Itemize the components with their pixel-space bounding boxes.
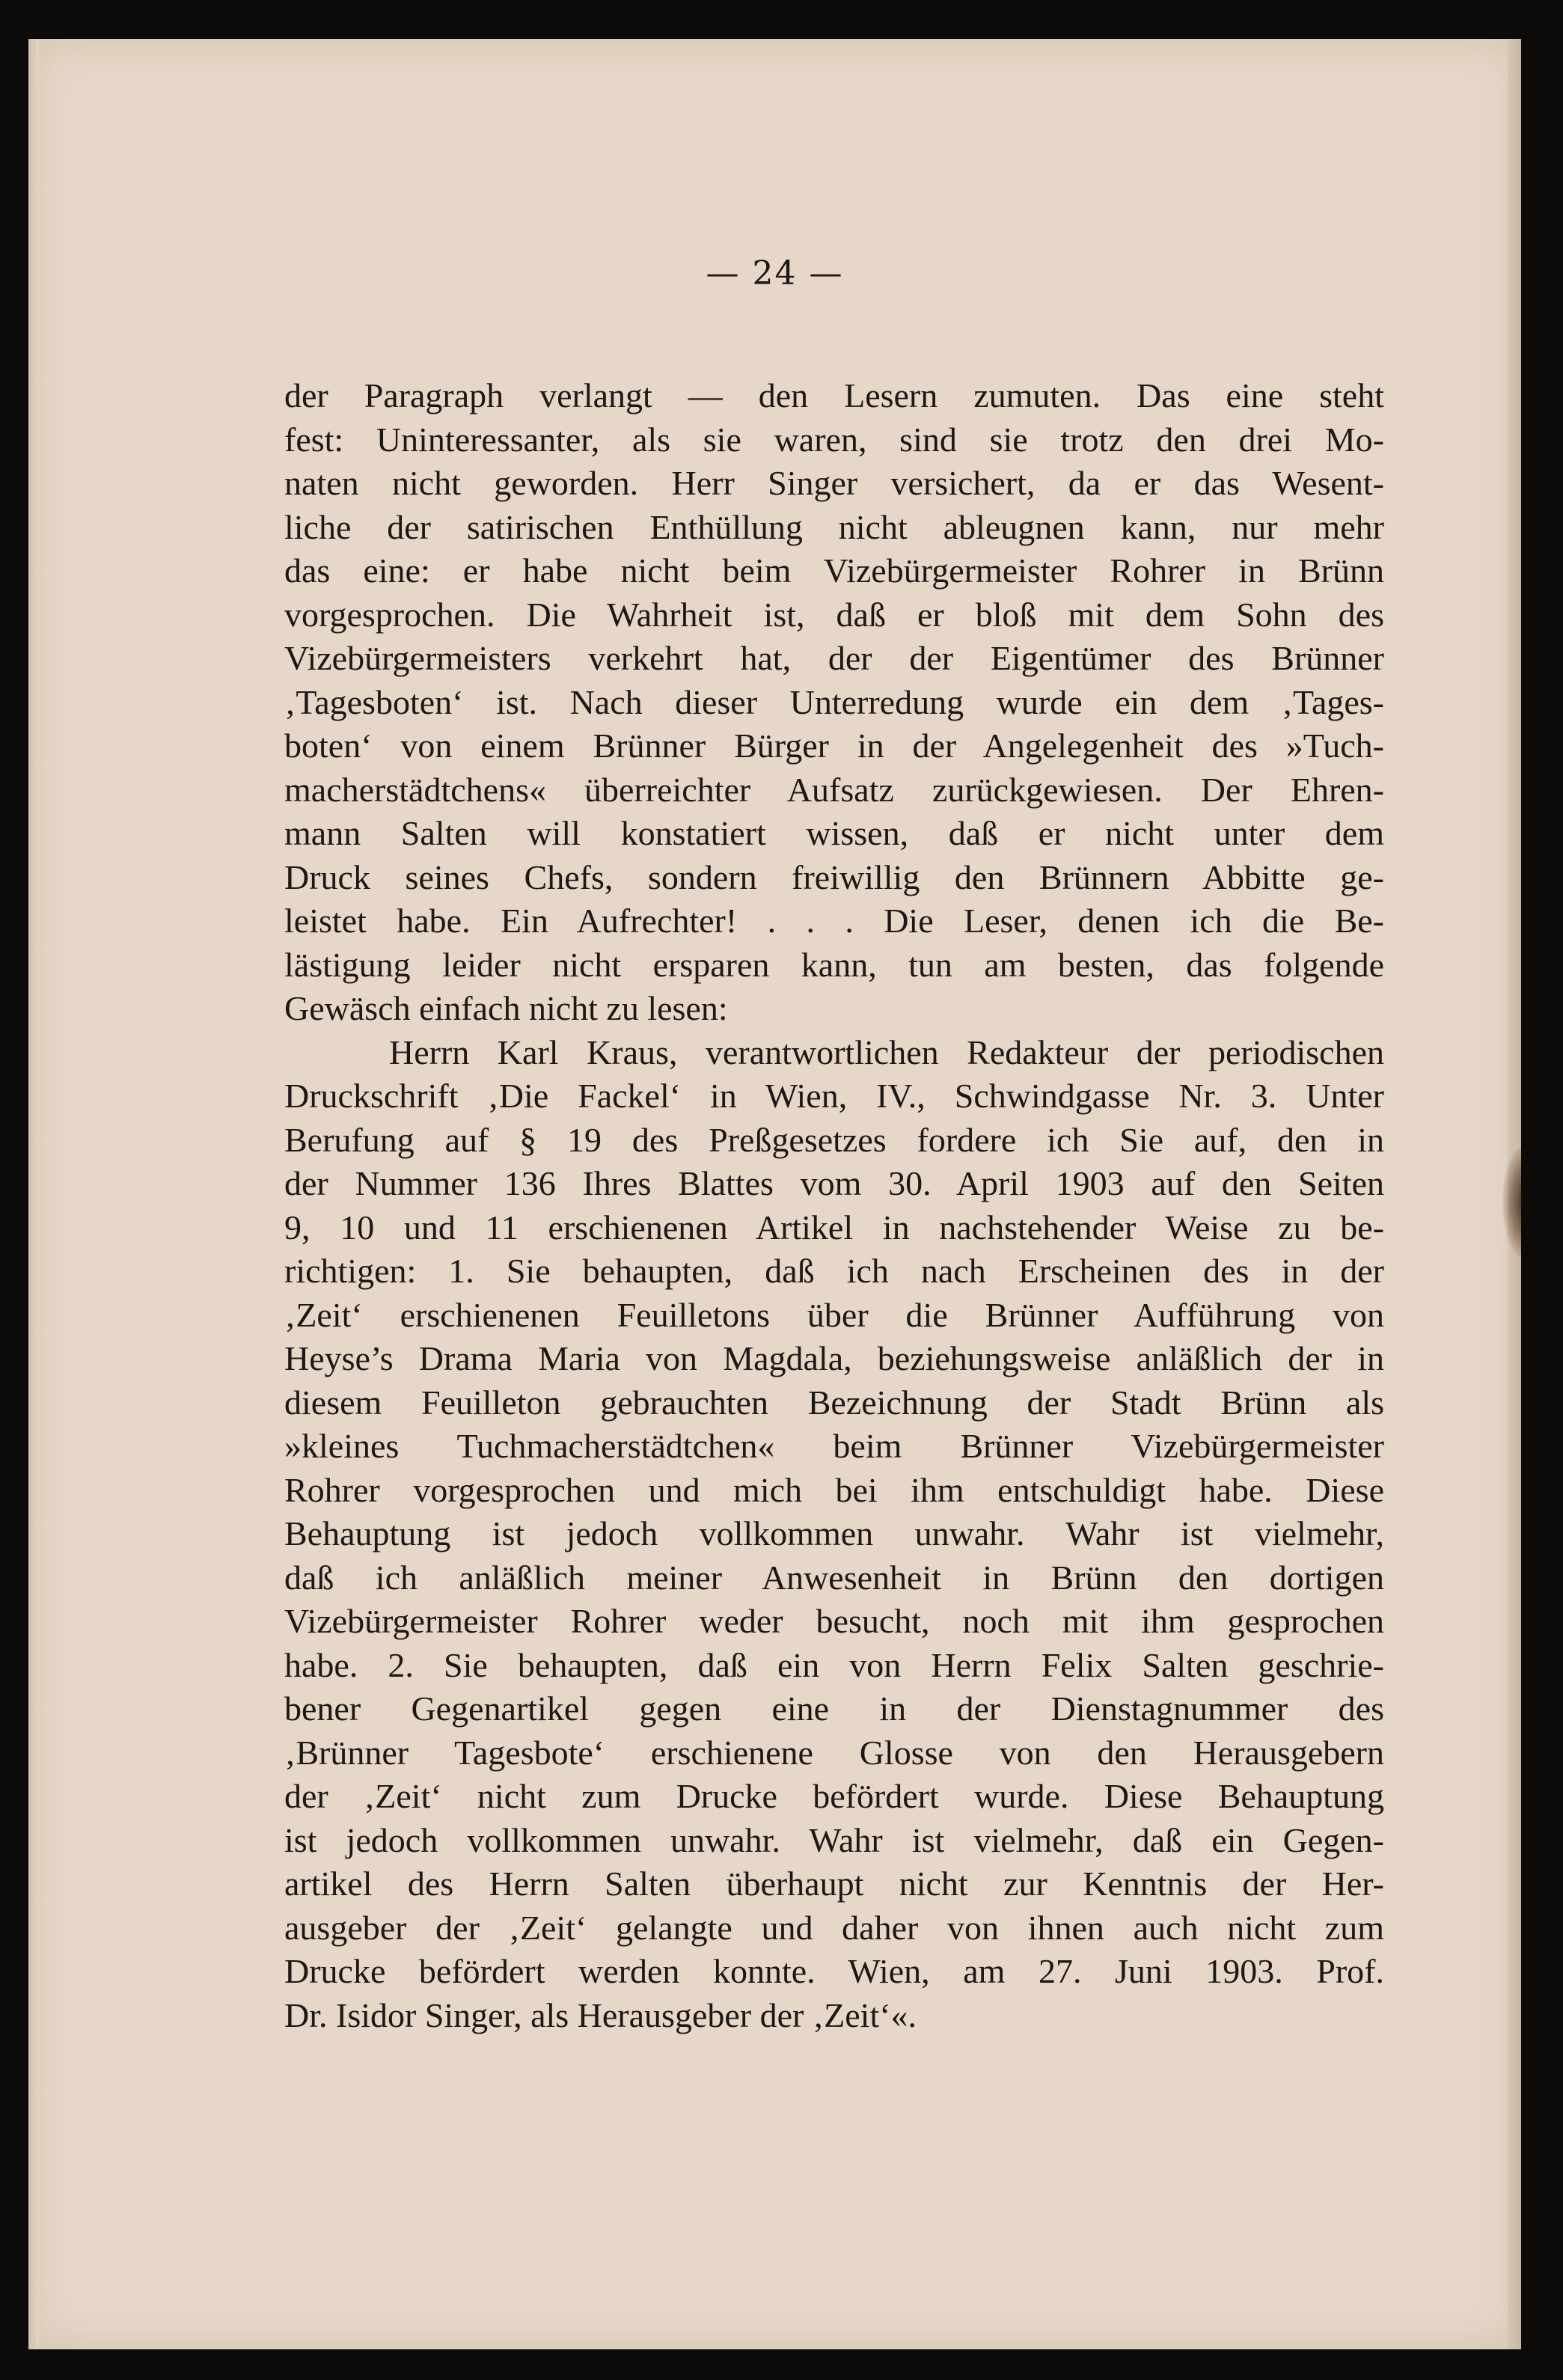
text-line: boten‘ von einem Brünner Bürger in der Angelegenheit des »Tuch- [284,726,1384,765]
text-line: liche der satirischen Enthüllung nicht ableugnen kann, nur mehr [284,507,1384,546]
text-line: der Paragraph verlangt — den Lesern zumuten. Das eine steht [284,376,1384,414]
text-line: Drucke befördert werden konnte. Wien, am 27. Juni 1903. Prof. [284,1952,1384,1990]
text-line: vorgesprochen. Die Wahrheit ist, daß er bloß mit dem Sohn des [284,595,1384,634]
text-line: das eine: er habe nicht beim Vizebürgermeister Rohrer in Brünn [284,551,1384,590]
text-line: Gewäsch einfach nicht zu lesen: [284,989,728,1027]
text-line: richtigen: 1. Sie behaupten, daß ich nach Erscheinen des in der [284,1252,1384,1290]
text-line: »kleines Tuchmacherstädtchen« beim Brünner Vizebürgermeister [284,1427,1384,1465]
text-line: habe. 2. Sie behaupten, daß ein von Herrn Felix Salten geschrie- [284,1645,1384,1684]
text-line: ausgeber der ‚Zeit‘ gelangte und daher von ihnen auch nicht zum [284,1908,1384,1947]
page-number: — 24 — [706,254,844,293]
text-line: Vizebürgermeister Rohrer weder besucht, noch mit ihm gesprochen [284,1602,1384,1640]
text-line: Berufung auf § 19 des Preßgesetzes fordere ich Sie auf, den in [284,1120,1384,1159]
text-line: diesem Feuilleton gebrauchten Bezeichnung der Stadt Brünn als [284,1383,1384,1422]
text-line: ‚Tagesboten‘ ist. Nach dieser Unterredung wurde ein dem ‚Tages- [284,682,1384,721]
paper-stain [1502,1146,1521,1258]
text-line: der Nummer 136 Ihres Blattes vom 30. April 1903 auf den Seiten [284,1164,1384,1202]
body-text [284,374,1384,2037]
text-line: mann Salten will konstatiert wissen, daß er nicht unter dem [284,814,1384,852]
text-line: Herrn Karl Kraus, verantwortlichen Redakteur der periodischen [389,1033,1384,1071]
text-line: Behauptung ist jedoch vollkommen unwahr. Wahr ist vielmehr, [284,1514,1384,1552]
text-line: fest: Uninteressanter, als sie waren, sind sie trotz den drei Mo- [284,420,1384,459]
text-line: daß ich anläßlich meiner Anwesenheit in Brünn den dortigen [284,1558,1384,1597]
text-line: Heyse’s Drama Maria von Magdala, beziehungsweise anläßlich der in [284,1339,1384,1377]
text-line: artikel des Herrn Salten überhaupt nicht zur Kenntnis der Her- [284,1864,1384,1903]
text-line: naten nicht geworden. Herr Singer versichert, da er das Wesent- [284,464,1384,502]
text-line: Dr. Isidor Singer, als Herausgeber der ‚Zeit‘«. [284,1995,917,2034]
book-page [28,39,1521,2349]
page-left-edge [28,39,39,2349]
text-line: lästigung leider nicht ersparen kann, tun am besten, das folgende [284,945,1384,984]
text-line: ist jedoch vollkommen unwahr. Wahr ist vielmehr, daß ein Gegen- [284,1820,1384,1859]
text-line: Druckschrift ‚Die Fackel‘ in Wien, IV., Schwindgasse Nr. 3. Unter [284,1077,1384,1115]
text-line: 9, 10 und 11 erschienenen Artikel in nachstehender Weise zu be- [284,1208,1384,1246]
text-line: ‚Zeit‘ erschienenen Feuilletons über die Brünner Aufführung von [284,1295,1384,1334]
text-line: Druck seines Chefs, sondern freiwillig den Brünnern Abbitte ge- [284,857,1384,896]
text-line: der ‚Zeit‘ nicht zum Drucke befördert wurde. Diese Behauptung [284,1777,1384,1815]
text-line: ‚Brünner Tagesbote‘ erschienene Glosse von den Herausgebern [284,1733,1384,1772]
text-line: macherstädtchens« überreichter Aufsatz zurückgewiesen. Der Ehren- [284,770,1384,809]
text-line: Vizebürgermeisters verkehrt hat, der der Eigentümer des Brünner [284,639,1384,677]
text-line: leistet habe. Ein Aufrechter! . . . Die Leser, denen ich die Be- [284,902,1384,940]
text-line: bener Gegenartikel gegen eine in der Dienstagnummer des [284,1689,1384,1728]
text-line: Rohrer vorgesprochen und mich bei ihm entschuldigt habe. Diese [284,1470,1384,1509]
